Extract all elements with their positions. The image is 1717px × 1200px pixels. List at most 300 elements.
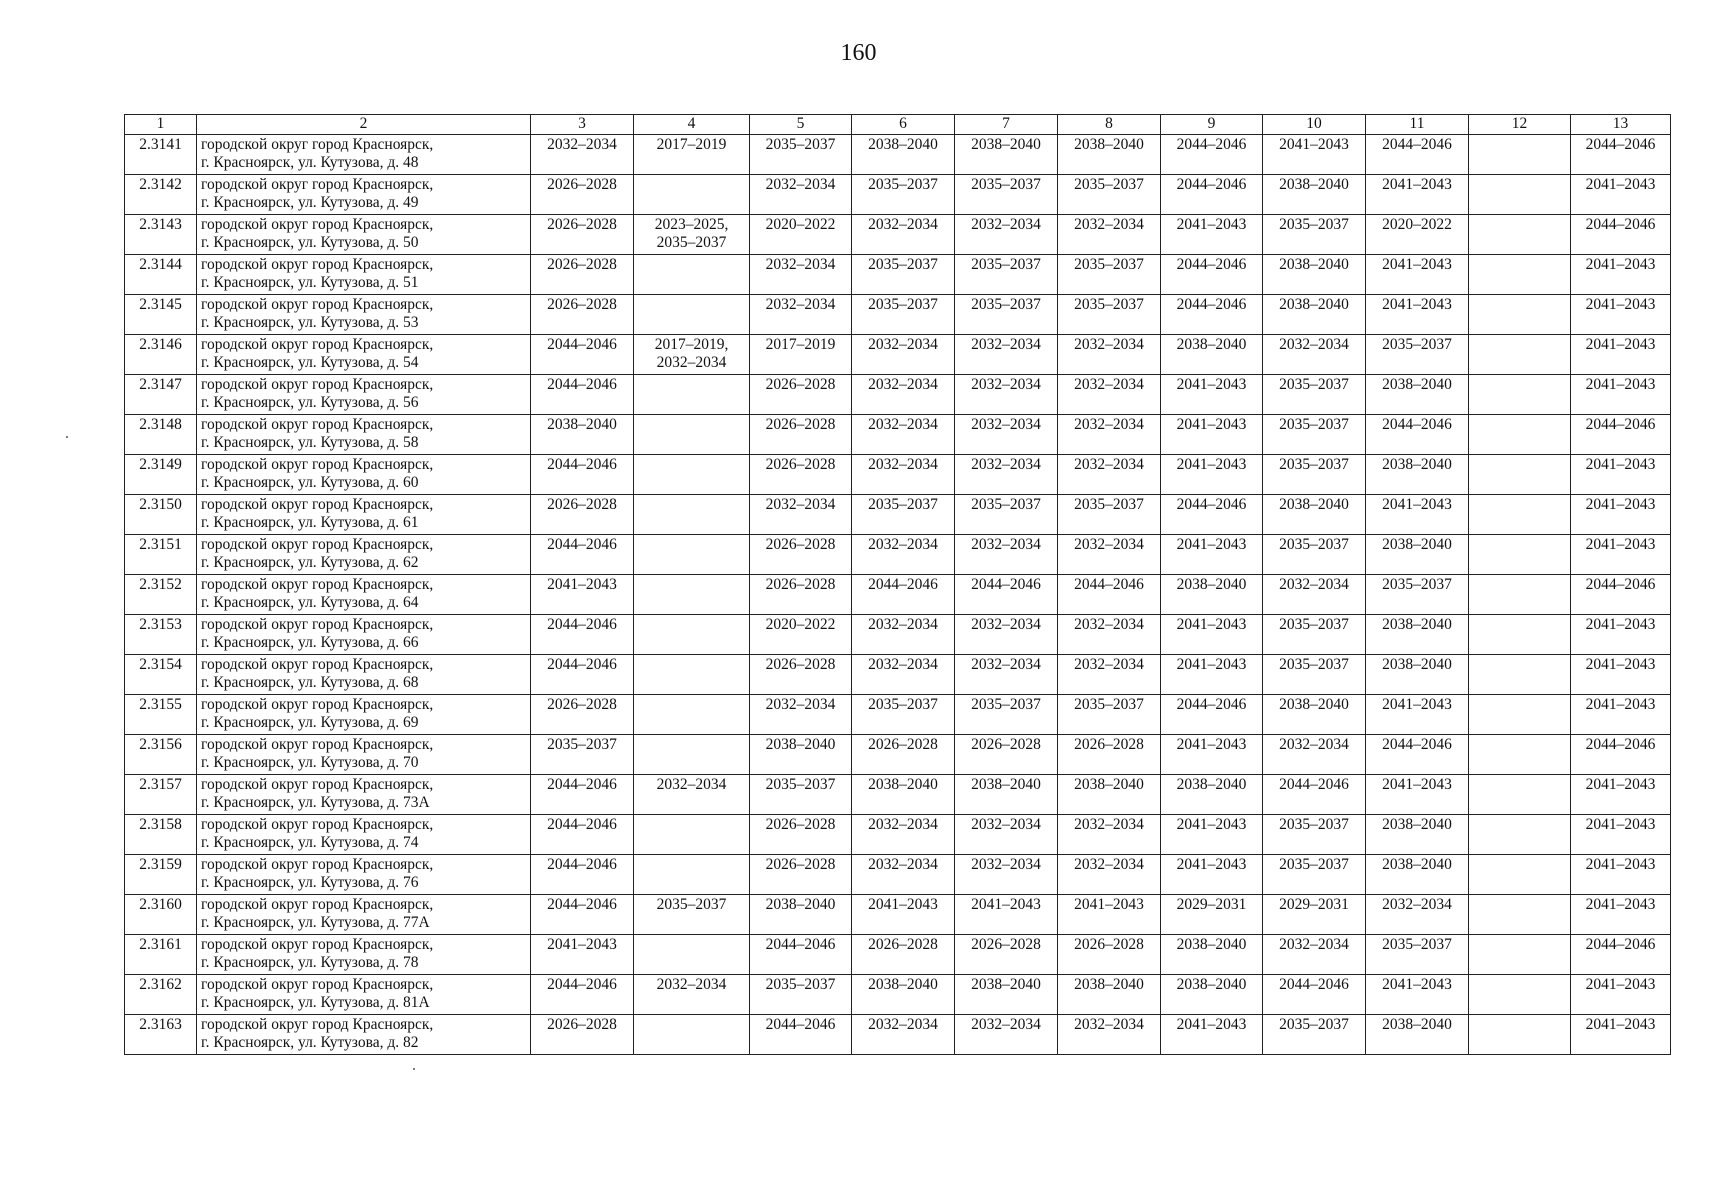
period-cell-col-9: 2041–2043 — [1161, 615, 1263, 655]
column-header: 5 — [750, 115, 852, 135]
address-cell — [197, 615, 531, 655]
address-line: городской округ город Красноярск, — [201, 696, 434, 713]
period-cell-col-5: 2026–2028 — [750, 415, 852, 455]
period-cell-col-9: 2041–2043 — [1161, 735, 1263, 775]
period-cell-col-7: 2032–2034 — [955, 815, 1058, 855]
period-cell-col-4 — [634, 255, 750, 295]
period-cell-col-9: 2038–2040 — [1161, 975, 1263, 1015]
period-cell-col-7: 2026–2028 — [955, 935, 1058, 975]
header-row — [125, 115, 1671, 135]
period-cell-col-3: 2044–2046 — [531, 775, 634, 815]
period-cell-col-7: 2026–2028 — [955, 735, 1058, 775]
address-cell — [197, 415, 531, 455]
address-line: городской округ город Красноярск, — [201, 416, 434, 433]
period-cell-col-6: 2026–2028 — [852, 935, 955, 975]
table-row — [125, 255, 1671, 295]
period-cell-col-3: 2044–2046 — [531, 975, 634, 1015]
address-line: г. Красноярск, ул. Кутузова, д. 64 — [201, 594, 419, 611]
period-cell-col-3: 2044–2046 — [531, 615, 634, 655]
period-cell-col-3: 2026–2028 — [531, 215, 634, 255]
address-cell — [197, 455, 531, 495]
scan-speck — [413, 1068, 415, 1070]
period-cell-col-5: 2032–2034 — [750, 295, 852, 335]
address-cell — [197, 935, 531, 975]
period-cell-col-10: 2038–2040 — [1263, 175, 1366, 215]
period-cell-col-11: 2038–2040 — [1366, 1015, 1469, 1055]
row-number: 2.3148 — [125, 415, 197, 455]
table-row — [125, 215, 1671, 255]
period-cell-col-6: 2044–2046 — [852, 575, 955, 615]
period-cell-col-11: 2020–2022 — [1366, 215, 1469, 255]
period-cell-col-9: 2038–2040 — [1161, 575, 1263, 615]
period-cell-col-7: 2035–2037 — [955, 695, 1058, 735]
period-cell-col-12 — [1469, 695, 1571, 735]
period-cell-col-13: 2041–2043 — [1571, 535, 1671, 575]
period-cell-col-12 — [1469, 495, 1571, 535]
period-cell-col-8: 2032–2034 — [1058, 375, 1161, 415]
period-cell-col-8: 2041–2043 — [1058, 895, 1161, 935]
period-cell-col-3: 2044–2046 — [531, 535, 634, 575]
period-cell-col-3: 2026–2028 — [531, 175, 634, 215]
table-row — [125, 735, 1671, 775]
period-cell-col-4 — [634, 415, 750, 455]
period-cell-col-12 — [1469, 255, 1571, 295]
period-cell-col-5: 2026–2028 — [750, 535, 852, 575]
period-cell-col-11: 2038–2040 — [1366, 655, 1469, 695]
column-header: 3 — [531, 115, 634, 135]
period-cell-col-10: 2035–2037 — [1263, 415, 1366, 455]
period-cell-col-6: 2032–2034 — [852, 455, 955, 495]
period-cell-col-11: 2038–2040 — [1366, 535, 1469, 575]
table-row — [125, 1015, 1671, 1055]
row-number: 2.3152 — [125, 575, 197, 615]
period-cell-col-3: 2044–2046 — [531, 375, 634, 415]
period-cell-col-13: 2041–2043 — [1571, 495, 1671, 535]
address-cell — [197, 655, 531, 695]
period-cell-col-9: 2044–2046 — [1161, 495, 1263, 535]
period-cell-col-9: 2038–2040 — [1161, 935, 1263, 975]
period-cell-col-6: 2032–2034 — [852, 655, 955, 695]
column-header: 10 — [1263, 115, 1366, 135]
period-cell-col-9: 2044–2046 — [1161, 695, 1263, 735]
period-cell-col-12 — [1469, 615, 1571, 655]
address-line: городской округ город Красноярск, — [201, 576, 434, 593]
period-cell-col-10: 2035–2037 — [1263, 815, 1366, 855]
period-cell-col-10: 2044–2046 — [1263, 975, 1366, 1015]
period-cell-col-10: 2038–2040 — [1263, 255, 1366, 295]
period-cell-col-7: 2032–2034 — [955, 455, 1058, 495]
period-cell-col-12 — [1469, 775, 1571, 815]
address-line: г. Красноярск, ул. Кутузова, д. 76 — [201, 874, 419, 891]
period-cell-col-12 — [1469, 455, 1571, 495]
period-cell-col-5: 2032–2034 — [750, 255, 852, 295]
period-cell-col-9: 2041–2043 — [1161, 655, 1263, 695]
period-cell-col-9: 2044–2046 — [1161, 135, 1263, 175]
period-cell-col-11: 2038–2040 — [1366, 615, 1469, 655]
period-cell-col-4 — [634, 655, 750, 695]
period-cell-col-4 — [634, 695, 750, 735]
column-header: 8 — [1058, 115, 1161, 135]
address-line: г. Красноярск, ул. Кутузова, д. 73А — [201, 794, 430, 811]
period-cell-col-5: 2026–2028 — [750, 655, 852, 695]
row-number: 2.3144 — [125, 255, 197, 295]
period-cell-col-4 — [634, 295, 750, 335]
row-number: 2.3143 — [125, 215, 197, 255]
address-cell — [197, 695, 531, 735]
period-cell-col-8: 2032–2034 — [1058, 1015, 1161, 1055]
address-line: городской округ город Красноярск, — [201, 1016, 434, 1033]
period-cell-col-5: 2038–2040 — [750, 895, 852, 935]
period-cell-col-13: 2044–2046 — [1571, 575, 1671, 615]
period-cell-col-12 — [1469, 335, 1571, 375]
period-cell-col-11: 2035–2037 — [1366, 575, 1469, 615]
period-cell-col-10: 2035–2037 — [1263, 215, 1366, 255]
period-cell-col-7: 2032–2034 — [955, 375, 1058, 415]
period-cell-col-8: 2038–2040 — [1058, 135, 1161, 175]
period-cell-col-5: 2032–2034 — [750, 495, 852, 535]
period-cell-col-8: 2038–2040 — [1058, 775, 1161, 815]
period-cell-col-13: 2044–2046 — [1571, 135, 1671, 175]
address-line: городской округ город Красноярск, — [201, 976, 434, 993]
period-cell-col-6: 2032–2034 — [852, 215, 955, 255]
table-header — [125, 115, 1671, 135]
period-cell-col-9: 2041–2043 — [1161, 455, 1263, 495]
address-line: г. Красноярск, ул. Кутузова, д. 66 — [201, 634, 419, 651]
address-line: г. Красноярск, ул. Кутузова, д. 58 — [201, 434, 419, 451]
address-line: городской округ город Красноярск, — [201, 936, 434, 953]
address-line: городской округ город Красноярск, — [201, 256, 434, 273]
period-cell-col-12 — [1469, 175, 1571, 215]
period-cell-col-13: 2041–2043 — [1571, 1015, 1671, 1055]
address-line: г. Красноярск, ул. Кутузова, д. 69 — [201, 714, 419, 731]
address-cell — [197, 775, 531, 815]
period-cell-col-7: 2035–2037 — [955, 295, 1058, 335]
address-line: г. Красноярск, ул. Кутузова, д. 82 — [201, 1034, 419, 1051]
period-cell-col-10: 2032–2034 — [1263, 935, 1366, 975]
table-row — [125, 895, 1671, 935]
period-cell-col-5: 2032–2034 — [750, 695, 852, 735]
period-cell-col-6: 2026–2028 — [852, 735, 955, 775]
period-cell-col-9: 2041–2043 — [1161, 215, 1263, 255]
page-number: 160 — [840, 40, 877, 66]
period-cell-col-5: 2044–2046 — [750, 1015, 852, 1055]
period-cell-col-11: 2041–2043 — [1366, 975, 1469, 1015]
period-cell-col-9: 2041–2043 — [1161, 415, 1263, 455]
address-line: городской округ город Красноярск, — [201, 176, 434, 193]
address-line: городской округ город Красноярск, — [201, 136, 434, 153]
period-cell-col-7: 2032–2034 — [955, 655, 1058, 695]
period-cell-col-5: 2035–2037 — [750, 135, 852, 175]
period-cell-col-6: 2038–2040 — [852, 975, 955, 1015]
period-cell-col-12 — [1469, 855, 1571, 895]
period-cell-col-13: 2041–2043 — [1571, 895, 1671, 935]
period-cell-col-10: 2035–2037 — [1263, 855, 1366, 895]
period-cell-col-7: 2032–2034 — [955, 1015, 1058, 1055]
address-cell — [197, 495, 531, 535]
period-cell-col-13: 2041–2043 — [1571, 975, 1671, 1015]
period-cell-col-4 — [634, 855, 750, 895]
period-cell-col-3: 2044–2046 — [531, 335, 634, 375]
period-cell-col-4 — [634, 575, 750, 615]
address-line: г. Красноярск, ул. Кутузова, д. 77А — [201, 914, 430, 931]
period-cell-col-3: 2044–2046 — [531, 655, 634, 695]
period-cell-col-11: 2041–2043 — [1366, 495, 1469, 535]
period-cell-col-4 — [634, 815, 750, 855]
period-cell-col-10: 2029–2031 — [1263, 895, 1366, 935]
period-cell-col-9: 2041–2043 — [1161, 535, 1263, 575]
period-cell-col-6: 2035–2037 — [852, 295, 955, 335]
column-header: 2 — [197, 115, 531, 135]
address-line: г. Красноярск, ул. Кутузова, д. 54 — [201, 354, 419, 371]
period-cell-col-10: 2038–2040 — [1263, 295, 1366, 335]
period-cell-col-11: 2041–2043 — [1366, 775, 1469, 815]
row-number: 2.3158 — [125, 815, 197, 855]
row-number: 2.3163 — [125, 1015, 197, 1055]
period-cell-col-3: 2026–2028 — [531, 695, 634, 735]
address-line: городской округ город Красноярск, — [201, 896, 434, 913]
address-line: городской округ город Красноярск, — [201, 296, 434, 313]
row-number: 2.3150 — [125, 495, 197, 535]
period-cell-col-6: 2032–2034 — [852, 335, 955, 375]
address-line: городской округ город Красноярск, — [201, 376, 434, 393]
row-number: 2.3161 — [125, 935, 197, 975]
period-cell-col-5: 2026–2028 — [750, 455, 852, 495]
period-cell-col-8: 2032–2034 — [1058, 655, 1161, 695]
table-row — [125, 575, 1671, 615]
period-cell-col-7: 2032–2034 — [955, 535, 1058, 575]
period-cell-col-13: 2041–2043 — [1571, 255, 1671, 295]
period-cell-col-5: 2035–2037 — [750, 775, 852, 815]
period-cell-col-8: 2035–2037 — [1058, 175, 1161, 215]
period-cell-col-12 — [1469, 935, 1571, 975]
column-header: 7 — [955, 115, 1058, 135]
row-number: 2.3142 — [125, 175, 197, 215]
period-cell-col-9: 2041–2043 — [1161, 375, 1263, 415]
address-line: городской округ город Красноярск, — [201, 536, 434, 553]
table-row — [125, 175, 1671, 215]
period-cell-col-13: 2041–2043 — [1571, 655, 1671, 695]
schedule-table — [124, 114, 1671, 1055]
period-line: 2032–2034 — [656, 354, 727, 371]
period-cell-col-3: 2026–2028 — [531, 295, 634, 335]
period-cell-col-3: 2044–2046 — [531, 855, 634, 895]
period-cell-col-6: 2035–2037 — [852, 495, 955, 535]
period-cell-col-13: 2044–2046 — [1571, 935, 1671, 975]
period-cell-col-13: 2041–2043 — [1571, 335, 1671, 375]
address-line: г. Красноярск, ул. Кутузова, д. 74 — [201, 834, 419, 851]
address-line: г. Красноярск, ул. Кутузова, д. 62 — [201, 554, 419, 571]
period-cell-col-7: 2032–2034 — [955, 415, 1058, 455]
period-cell-col-11: 2044–2046 — [1366, 735, 1469, 775]
period-cell-col-13: 2041–2043 — [1571, 375, 1671, 415]
period-cell-col-8: 2035–2037 — [1058, 255, 1161, 295]
row-number: 2.3153 — [125, 615, 197, 655]
address-line: городской округ город Красноярск, — [201, 856, 434, 873]
period-cell-col-10: 2035–2037 — [1263, 375, 1366, 415]
period-cell-col-6: 2041–2043 — [852, 895, 955, 935]
address-line: г. Красноярск, ул. Кутузова, д. 53 — [201, 314, 419, 331]
row-number: 2.3147 — [125, 375, 197, 415]
period-cell-col-12 — [1469, 655, 1571, 695]
period-cell-col-10: 2038–2040 — [1263, 695, 1366, 735]
period-cell-col-11: 2038–2040 — [1366, 455, 1469, 495]
period-cell-col-13: 2041–2043 — [1571, 175, 1671, 215]
table-row — [125, 415, 1671, 455]
address-cell — [197, 1015, 531, 1055]
period-cell-col-6: 2038–2040 — [852, 775, 955, 815]
period-cell-col-8: 2032–2034 — [1058, 335, 1161, 375]
period-cell-col-13: 2041–2043 — [1571, 775, 1671, 815]
table-row — [125, 535, 1671, 575]
address-line: г. Красноярск, ул. Кутузова, д. 81А — [201, 994, 430, 1011]
period-cell-col-10: 2041–2043 — [1263, 135, 1366, 175]
period-cell-col-7: 2032–2034 — [955, 335, 1058, 375]
period-cell-col-11: 2041–2043 — [1366, 295, 1469, 335]
address-line: городской округ город Красноярск, — [201, 776, 434, 793]
period-cell-col-8: 2032–2034 — [1058, 815, 1161, 855]
table-row — [125, 495, 1671, 535]
address-cell — [197, 815, 531, 855]
period-cell-col-5: 2020–2022 — [750, 615, 852, 655]
period-cell-col-11: 2044–2046 — [1366, 135, 1469, 175]
address-cell — [197, 255, 531, 295]
column-header: 4 — [634, 115, 750, 135]
period-cell-col-13: 2041–2043 — [1571, 855, 1671, 895]
period-cell-col-13: 2044–2046 — [1571, 215, 1671, 255]
period-cell-col-8: 2035–2037 — [1058, 695, 1161, 735]
address-line: г. Красноярск, ул. Кутузова, д. 68 — [201, 674, 419, 691]
period-cell-col-9: 2041–2043 — [1161, 1015, 1263, 1055]
period-cell-col-3: 2026–2028 — [531, 255, 634, 295]
period-cell-col-8: 2035–2037 — [1058, 295, 1161, 335]
period-cell-col-10: 2032–2034 — [1263, 575, 1366, 615]
period-cell-col-4 — [634, 1015, 750, 1055]
period-cell-col-11: 2035–2037 — [1366, 935, 1469, 975]
address-line: г. Красноярск, ул. Кутузова, д. 78 — [201, 954, 419, 971]
period-cell-col-6: 2032–2034 — [852, 815, 955, 855]
period-cell-col-13: 2044–2046 — [1571, 735, 1671, 775]
period-cell-col-3: 2041–2043 — [531, 935, 634, 975]
period-cell-col-7: 2032–2034 — [955, 215, 1058, 255]
row-number: 2.3156 — [125, 735, 197, 775]
table-row — [125, 815, 1671, 855]
period-cell-col-4: 2032–2034 — [634, 975, 750, 1015]
address-line: городской округ город Красноярск, — [201, 656, 434, 673]
period-cell-col-4: 2032–2034 — [634, 775, 750, 815]
period-cell-col-10: 2044–2046 — [1263, 775, 1366, 815]
period-cell-col-13: 2041–2043 — [1571, 815, 1671, 855]
period-cell-col-12 — [1469, 735, 1571, 775]
period-cell-col-4 — [634, 495, 750, 535]
period-cell-col-10: 2038–2040 — [1263, 495, 1366, 535]
period-cell-col-8: 2038–2040 — [1058, 975, 1161, 1015]
period-cell-col-4 — [634, 455, 750, 495]
period-cell-col-4 — [634, 335, 750, 375]
period-cell-col-7: 2044–2046 — [955, 575, 1058, 615]
period-cell-col-9: 2038–2040 — [1161, 335, 1263, 375]
row-number: 2.3155 — [125, 695, 197, 735]
period-cell-col-8: 2044–2046 — [1058, 575, 1161, 615]
address-line: г. Красноярск, ул. Кутузова, д. 48 — [201, 154, 419, 171]
column-header: 12 — [1469, 115, 1571, 135]
row-number: 2.3157 — [125, 775, 197, 815]
period-cell-col-9: 2044–2046 — [1161, 295, 1263, 335]
period-cell-col-5: 2026–2028 — [750, 815, 852, 855]
period-cell-col-3: 2044–2046 — [531, 895, 634, 935]
address-cell — [197, 735, 531, 775]
address-line: г. Красноярск, ул. Кутузова, д. 61 — [201, 514, 419, 531]
address-cell — [197, 295, 531, 335]
table-row — [125, 375, 1671, 415]
row-number: 2.3145 — [125, 295, 197, 335]
column-header: 1 — [125, 115, 197, 135]
period-cell-col-10: 2035–2037 — [1263, 655, 1366, 695]
address-line: г. Красноярск, ул. Кутузова, д. 60 — [201, 474, 419, 491]
table-body — [125, 135, 1671, 1055]
period-cell-col-12 — [1469, 295, 1571, 335]
period-cell-col-4 — [634, 935, 750, 975]
period-line: 2023–2025, — [654, 216, 729, 233]
period-cell-col-12 — [1469, 895, 1571, 935]
period-cell-col-7: 2038–2040 — [955, 975, 1058, 1015]
period-cell-col-12 — [1469, 535, 1571, 575]
period-cell-col-5: 2038–2040 — [750, 735, 852, 775]
address-line: городской округ город Красноярск, — [201, 336, 434, 353]
period-cell-col-7: 2035–2037 — [955, 255, 1058, 295]
period-cell-col-7: 2038–2040 — [955, 775, 1058, 815]
period-cell-col-5: 2026–2028 — [750, 575, 852, 615]
period-cell-col-6: 2032–2034 — [852, 375, 955, 415]
address-cell — [197, 175, 531, 215]
column-header: 13 — [1571, 115, 1671, 135]
address-cell — [197, 335, 531, 375]
period-cell-col-3: 2035–2037 — [531, 735, 634, 775]
address-line: городской округ город Красноярск, — [201, 816, 434, 833]
scan-speck — [66, 436, 68, 438]
period-cell-col-5: 2044–2046 — [750, 935, 852, 975]
row-number: 2.3146 — [125, 335, 197, 375]
period-cell-col-8: 2032–2034 — [1058, 535, 1161, 575]
address-cell — [197, 975, 531, 1015]
table-row — [125, 695, 1671, 735]
period-cell-col-4 — [634, 215, 750, 255]
period-cell-col-8: 2032–2034 — [1058, 615, 1161, 655]
period-cell-col-10: 2032–2034 — [1263, 735, 1366, 775]
period-cell-col-13: 2041–2043 — [1571, 295, 1671, 335]
period-cell-col-6: 2032–2034 — [852, 855, 955, 895]
address-line: г. Красноярск, ул. Кутузова, д. 56 — [201, 394, 419, 411]
period-cell-col-7: 2035–2037 — [955, 495, 1058, 535]
row-number: 2.3162 — [125, 975, 197, 1015]
period-cell-col-6: 2035–2037 — [852, 175, 955, 215]
period-cell-col-10: 2035–2037 — [1263, 535, 1366, 575]
row-number: 2.3151 — [125, 535, 197, 575]
period-cell-col-4 — [634, 615, 750, 655]
period-cell-col-9: 2029–2031 — [1161, 895, 1263, 935]
period-cell-col-3: 2044–2046 — [531, 815, 634, 855]
period-cell-col-7: 2035–2037 — [955, 175, 1058, 215]
period-cell-col-11: 2038–2040 — [1366, 815, 1469, 855]
table-row — [125, 135, 1671, 175]
address-cell — [197, 215, 531, 255]
period-cell-col-6: 2032–2034 — [852, 1015, 955, 1055]
table-row — [125, 335, 1671, 375]
period-cell-col-8: 2032–2034 — [1058, 215, 1161, 255]
period-cell-col-11: 2041–2043 — [1366, 255, 1469, 295]
column-header: 11 — [1366, 115, 1469, 135]
period-cell-col-6: 2032–2034 — [852, 535, 955, 575]
period-cell-col-9: 2044–2046 — [1161, 255, 1263, 295]
